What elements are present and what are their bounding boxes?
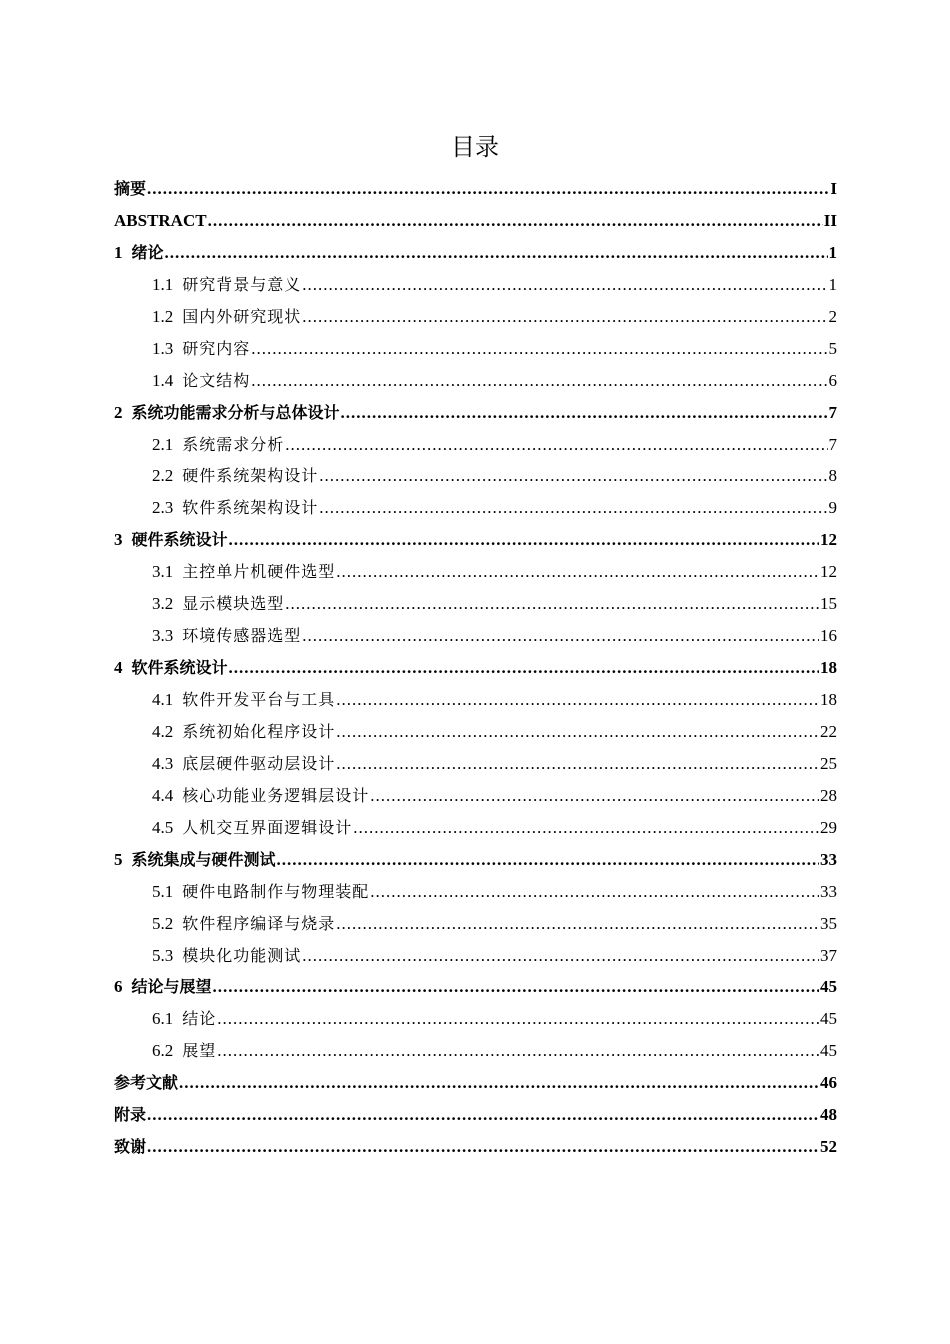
toc-entry-page: 18 xyxy=(820,658,837,678)
toc-entry-label: 结论与展望 xyxy=(131,977,212,997)
toc-dot-leader xyxy=(179,1067,819,1099)
toc-entry[interactable] xyxy=(114,1131,837,1163)
toc-entry-page: 46 xyxy=(820,1073,837,1093)
toc-entry-page: 5 xyxy=(828,338,837,358)
toc-entry-label: 环境传感器选型 xyxy=(182,626,302,646)
toc-entry[interactable] xyxy=(114,748,837,780)
toc-dot-leader xyxy=(319,460,827,492)
toc-entry-page: 15 xyxy=(820,594,837,614)
toc-entry-label: 底层硬件驱动层设计 xyxy=(182,753,336,773)
toc-dot-leader xyxy=(251,365,827,397)
toc-dot-leader xyxy=(302,620,819,652)
toc-dot-leader xyxy=(147,1099,819,1131)
toc-entry-number: 4.2 xyxy=(152,721,174,741)
toc-entry[interactable] xyxy=(114,269,837,301)
toc-dot-leader xyxy=(370,876,819,908)
toc-entry-label: 模块化功能测试 xyxy=(182,945,302,965)
toc-entry-number: 1.4 xyxy=(152,370,174,390)
toc-entry-page: 8 xyxy=(828,466,837,486)
toc-entry-page: 45 xyxy=(820,1041,837,1061)
toc-entry[interactable] xyxy=(114,205,837,237)
toc-entry-page: 35 xyxy=(820,913,837,933)
toc-entry-page: 1 xyxy=(828,274,837,294)
toc-entry[interactable] xyxy=(114,460,837,492)
toc-entry-number: 5.2 xyxy=(152,913,174,933)
toc-entry-page: 18 xyxy=(820,690,837,709)
toc-entry-page: 9 xyxy=(828,498,837,518)
toc-entry[interactable] xyxy=(114,1067,837,1099)
toc-entry-page: 33 xyxy=(820,881,837,901)
toc-entry-number: 4.1 xyxy=(152,690,174,709)
toc-entry-label: 摘要 xyxy=(114,179,147,198)
toc-entry-label: 硬件电路制作与物理装配 xyxy=(182,881,370,901)
toc-entry[interactable] xyxy=(114,429,837,461)
toc-dot-leader xyxy=(277,844,819,876)
toc-entry[interactable] xyxy=(114,876,837,908)
toc-entry-page: 25 xyxy=(820,753,837,773)
toc-entry[interactable] xyxy=(114,1035,837,1067)
toc-entry-page: 33 xyxy=(820,849,837,869)
toc-entry[interactable] xyxy=(114,971,837,1003)
toc-entry-page: 7 xyxy=(828,434,837,454)
toc-dot-leader xyxy=(147,173,829,205)
toc-dot-leader xyxy=(217,1035,819,1067)
toc-entry-page: 29 xyxy=(820,817,837,837)
toc-title: 目录 xyxy=(451,133,499,162)
toc-entry-label: 硬件系统架构设计 xyxy=(182,466,319,486)
toc-entry-number: 5 xyxy=(114,849,123,869)
toc-entry-number: 2 xyxy=(114,402,123,422)
toc-entry-page: I xyxy=(830,179,837,198)
toc-entry-number: 2.3 xyxy=(152,498,174,518)
toc-entry-page: II xyxy=(823,210,837,230)
toc-entry-label: 人机交互界面逻辑设计 xyxy=(182,817,353,837)
toc-entry-label: 软件系统设计 xyxy=(131,658,228,678)
toc-entry-label: 系统需求分析 xyxy=(182,434,285,454)
toc-dot-leader xyxy=(208,205,823,237)
toc-dot-leader xyxy=(336,908,819,940)
toc-entry-label: 研究背景与意义 xyxy=(182,274,302,294)
toc-entry-page: 45 xyxy=(820,977,837,997)
toc-entry-label: 附录 xyxy=(114,1105,147,1125)
toc-dot-leader xyxy=(285,588,819,620)
toc-entry[interactable] xyxy=(114,940,837,972)
toc-dot-leader xyxy=(336,748,819,780)
toc-entry-number: 6 xyxy=(114,977,123,997)
toc-entry[interactable] xyxy=(114,716,837,748)
toc-entry-label: 绪论 xyxy=(131,242,164,262)
toc-entry[interactable] xyxy=(114,684,837,716)
toc-dot-leader xyxy=(251,333,827,365)
toc-dot-leader xyxy=(341,397,828,429)
toc-entry-label: 显示模块选型 xyxy=(182,594,285,614)
toc-entry[interactable] xyxy=(114,1099,837,1131)
toc-list xyxy=(114,173,837,1163)
toc-dot-leader xyxy=(285,429,827,461)
toc-entry[interactable] xyxy=(114,812,837,844)
toc-dot-leader xyxy=(165,237,828,269)
toc-entry-number: 4.5 xyxy=(152,817,174,837)
toc-entry-label: 结论 xyxy=(182,1009,217,1029)
toc-entry-number: 1 xyxy=(114,242,123,262)
toc-entry-page: 6 xyxy=(828,370,837,390)
toc-entry-number: 6.2 xyxy=(152,1041,174,1061)
toc-dot-leader xyxy=(370,780,819,812)
toc-dot-leader xyxy=(147,1131,819,1163)
toc-dot-leader xyxy=(302,269,827,301)
toc-dot-leader xyxy=(336,684,819,716)
toc-entry-label: 软件系统架构设计 xyxy=(182,498,319,518)
toc-entry[interactable] xyxy=(114,588,837,620)
toc-entry-number: 2.2 xyxy=(152,466,174,486)
toc-entry-page: 28 xyxy=(820,785,837,805)
toc-entry-label: 参考文献 xyxy=(114,1073,179,1093)
toc-dot-leader xyxy=(217,1003,819,1035)
toc-entry-label: 论文结构 xyxy=(182,370,251,390)
toc-entry[interactable] xyxy=(114,556,837,588)
toc-dot-leader xyxy=(336,556,819,588)
toc-entry-label: 致谢 xyxy=(114,1137,147,1157)
toc-entry-page: 16 xyxy=(820,626,837,646)
toc-dot-leader xyxy=(353,812,819,844)
toc-entry-page: 37 xyxy=(820,945,837,965)
toc-entry[interactable] xyxy=(114,844,837,876)
toc-entry-label: 硬件系统设计 xyxy=(131,530,228,550)
toc-entry-page: 45 xyxy=(820,1009,837,1029)
toc-dot-leader xyxy=(319,492,827,524)
toc-entry-number: 1.1 xyxy=(152,274,174,294)
toc-entry-label: 展望 xyxy=(182,1041,217,1061)
toc-entry-number: 3 xyxy=(114,530,123,550)
toc-entry[interactable] xyxy=(114,908,837,940)
toc-entry-number: 2.1 xyxy=(152,434,174,454)
toc-entry-label: ABSTRACT xyxy=(114,210,207,230)
toc-entry-number: 3.2 xyxy=(152,594,174,614)
toc-entry[interactable] xyxy=(114,397,837,429)
toc-entry[interactable] xyxy=(114,173,837,205)
toc-entry-number: 3.3 xyxy=(152,626,174,646)
toc-entry[interactable] xyxy=(114,492,837,524)
toc-dot-leader xyxy=(302,940,819,972)
toc-entry-page: 12 xyxy=(820,530,837,550)
toc-entry-number: 6.1 xyxy=(152,1009,174,1029)
toc-entry[interactable] xyxy=(114,620,837,652)
toc-dot-leader xyxy=(302,301,827,333)
toc-entry-number: 4.3 xyxy=(152,753,174,773)
toc-entry-number: 5.3 xyxy=(152,945,174,965)
toc-entry[interactable] xyxy=(114,1003,837,1035)
toc-entry-label: 核心功能业务逻辑层设计 xyxy=(182,785,370,805)
toc-entry-label: 主控单片机硬件选型 xyxy=(182,562,336,582)
toc-entry-label: 软件开发平台与工具 xyxy=(182,690,336,709)
toc-entry[interactable] xyxy=(114,780,837,812)
toc-entry-page: 12 xyxy=(820,562,837,582)
toc-entry-label: 系统初始化程序设计 xyxy=(182,721,336,741)
toc-entry-label: 研究内容 xyxy=(182,338,251,358)
toc-entry-label: 系统功能需求分析与总体设计 xyxy=(131,402,340,422)
toc-entry-page: 2 xyxy=(828,306,837,326)
toc-dot-leader xyxy=(213,971,819,1003)
toc-entry[interactable] xyxy=(114,333,837,365)
toc-entry-number: 1.3 xyxy=(152,338,174,358)
toc-entry-number: 1.2 xyxy=(152,306,174,326)
toc-entry-label: 软件程序编译与烧录 xyxy=(182,913,336,933)
toc-entry-page: 7 xyxy=(828,402,837,422)
toc-entry-number: 4.4 xyxy=(152,785,174,805)
toc-dot-leader xyxy=(229,524,819,556)
toc-entry[interactable] xyxy=(114,652,837,684)
toc-entry[interactable] xyxy=(114,301,837,333)
toc-entry[interactable] xyxy=(114,365,837,397)
toc-entry-page: 22 xyxy=(820,721,837,741)
toc-entry-page: 1 xyxy=(828,242,837,262)
toc-entry-label: 系统集成与硬件测试 xyxy=(131,849,276,869)
toc-entry[interactable] xyxy=(114,237,837,269)
toc-entry-number: 4 xyxy=(114,658,123,678)
toc-entry-number: 5.1 xyxy=(152,881,174,901)
toc-entry-page: 48 xyxy=(820,1105,837,1125)
toc-dot-leader xyxy=(336,716,819,748)
toc-entry-number: 3.1 xyxy=(152,562,174,582)
toc-dot-leader xyxy=(229,652,819,684)
toc-entry-page: 52 xyxy=(820,1137,837,1157)
toc-entry-label: 国内外研究现状 xyxy=(182,306,302,326)
toc-entry[interactable] xyxy=(114,524,837,556)
